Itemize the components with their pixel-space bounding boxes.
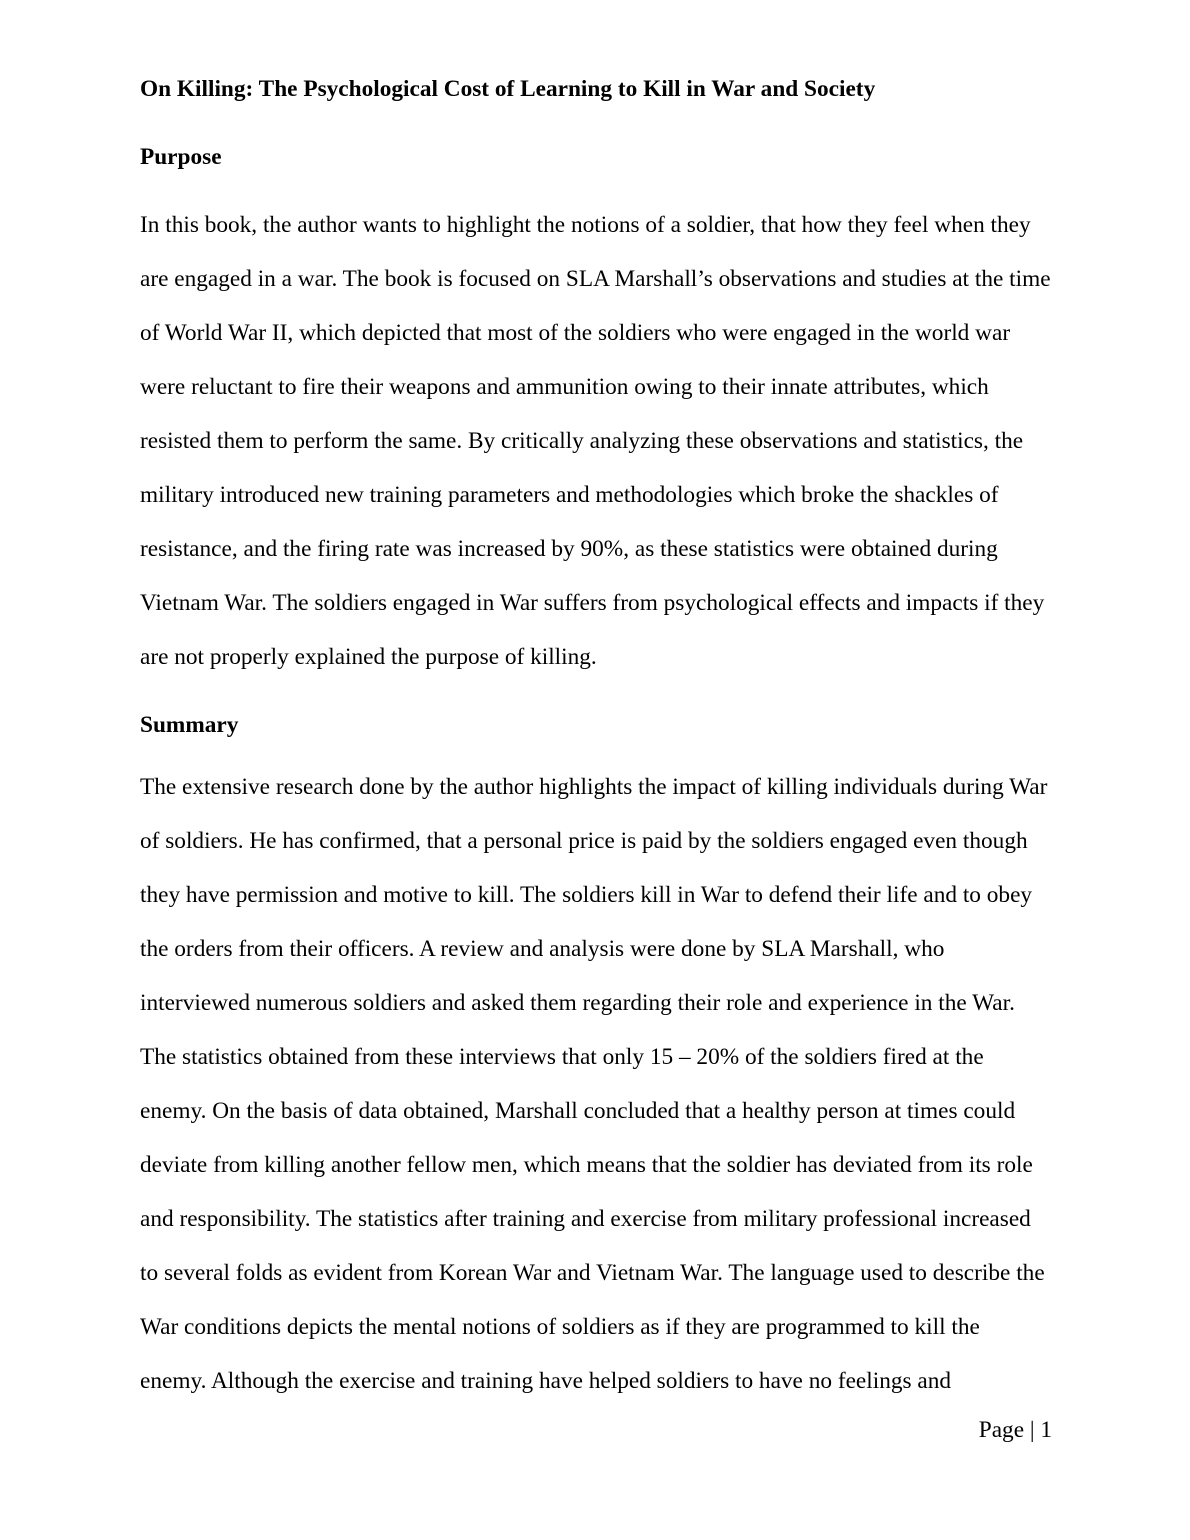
summary-paragraph: The extensive research done by the author highlights the impact of killing individuals during War of soldiers. He has confirmed, that a personal price is paid by the soldiers engaged even though they have permission and motive to kill. The soldiers kill in War to defend their life and to obey the orders from their officers. A review and analysis were done by SLA Marshall, who interviewed numerous soldiers and asked them regarding their role and experience in the War. The statistics obtained from these interviews that only 15 – 20% of the soldiers fired at the enemy. On the basis of data obtained, Marshall concluded that a healthy person at times could deviate from killing another fellow men, which means that the soldier has deviated from its role and responsibility. The statistics after training and exercise from military professional increased to several folds as evident from Korean War and Vietnam War. The language used to describe the War conditions depicts the mental notions of soldiers as if they are programmed to kill the enemy. Although the exercise and training have helped soldiers to have no feelings and bbox=[140, 774, 1048, 1394]
section-heading-purpose: Purpose bbox=[140, 144, 222, 170]
document-title: On Killing: The Psychological Cost of Learning to Kill in War and Society bbox=[140, 76, 876, 102]
purpose-paragraph: In this book, the author wants to highlight the notions of a soldier, that how they feel when they are engaged in a war. The book is focused on SLA Marshall’s observations and studies at the time of World War II, which depicted that most of the soldiers who were engaged in the world war were reluctant to fire their weapons and ammunition owing to their innate attributes, which resisted them to perform the same. By critically analyzing these observations and statistics, the military introduced new training parameters and methodologies which broke the shackles of resistance, and the firing rate was increased by 90%, as these statistics were obtained during Vietnam War. The soldiers engaged in War suffers from psychological effects and impacts if they are not properly explained the purpose of killing. bbox=[140, 212, 1051, 670]
section-heading-summary: Summary bbox=[140, 712, 239, 738]
page-number: Page | 1 bbox=[978, 1417, 1052, 1443]
